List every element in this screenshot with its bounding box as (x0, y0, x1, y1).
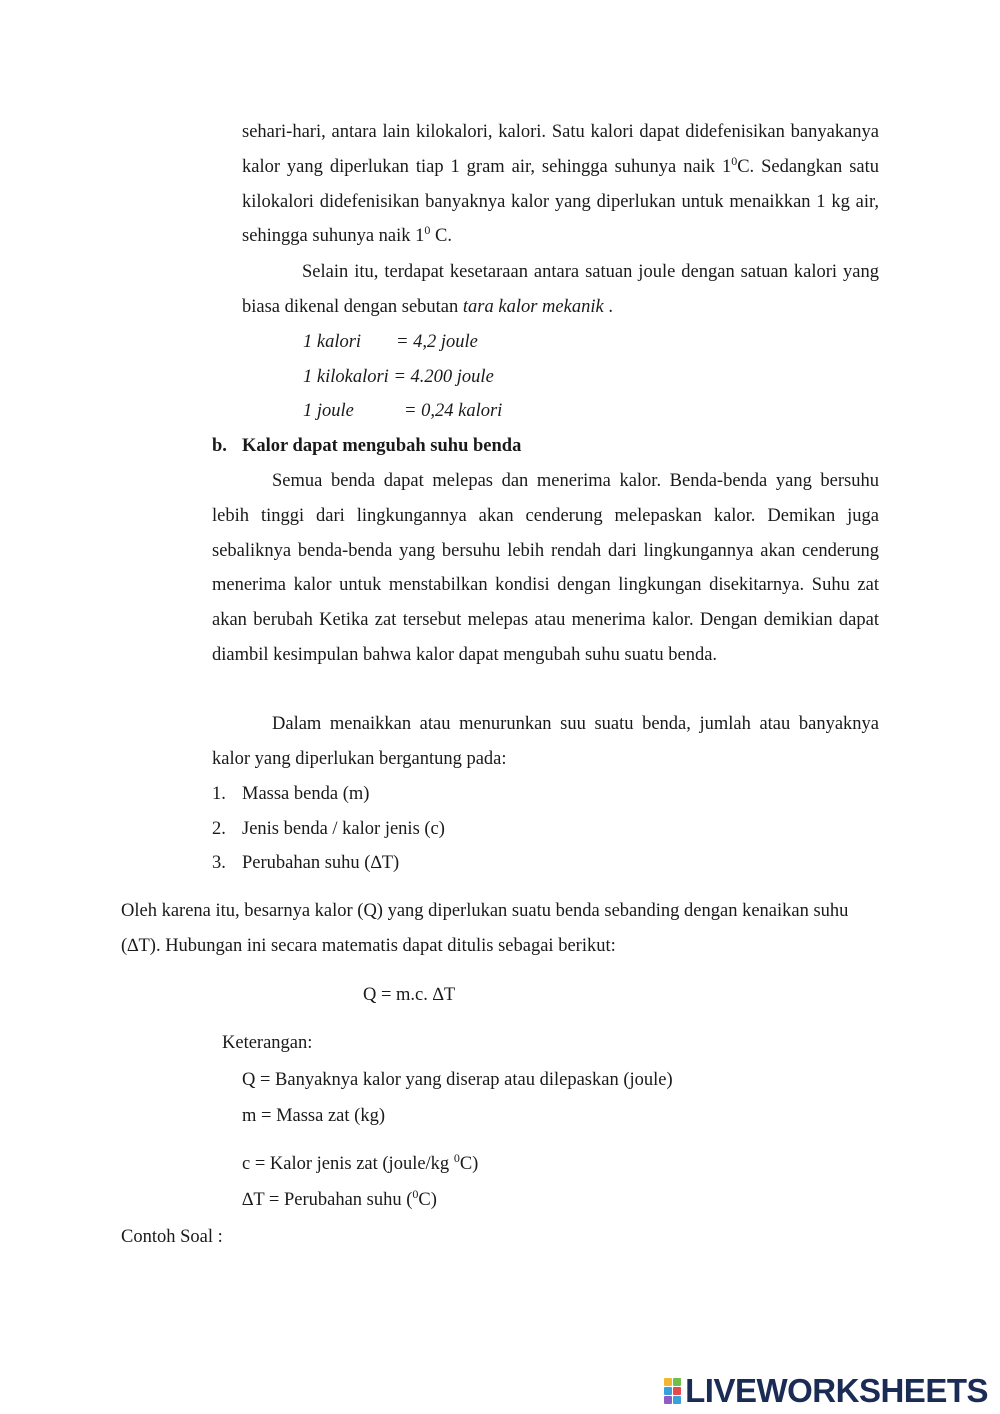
equivalence-row (303, 399, 502, 423)
logo-text: LIVEWORKSHEETS (685, 1372, 988, 1409)
intro-text-2: C. Sedangkan satu kilokalori didefenisikan banyaknya kalor yang diperlukan untuk menaikkan 1 kg air, sehingga suhunya naik 1 (242, 156, 879, 247)
list-text: Perubahan suhu (∆T) (242, 853, 400, 873)
list-number: 1. (212, 784, 226, 804)
logo-square (673, 1387, 681, 1395)
legend-c (242, 1152, 478, 1176)
equivalence-left: 1 kalori (303, 332, 362, 352)
list-number: 3. (212, 853, 226, 873)
section-title: Kalor dapat mengubah suhu benda (242, 436, 522, 456)
superscript: 0 (731, 153, 738, 168)
superscript: 0 (412, 1187, 419, 1201)
tara-text: Selain itu, terdapat kesetaraan antara satuan joule dengan satuan kalori yang biasa dikenal dengan sebutan (242, 262, 879, 317)
summary-paragraph: Oleh karena itu, besarnya kalor (Q) yang diperlukan suatu benda sebanding dengan kenaikan suhu (∆T). Hubungan ini secara matematis dapat ditulis sebagai berikut: (121, 901, 849, 956)
legend-q: Q = Banyaknya kalor yang diserap atau dilepaskan (joule) (242, 1070, 673, 1090)
list-number: 2. (212, 819, 226, 839)
liveworksheets-logo (664, 1374, 988, 1407)
section-marker: b. (212, 436, 227, 456)
intro-paragraph (242, 115, 879, 254)
legend-dt-end: C) (418, 1190, 437, 1210)
superscript: 0 (453, 1151, 460, 1165)
equivalence-right: = 0,24 kalori (404, 401, 503, 421)
logo-square (673, 1396, 681, 1404)
list-text: Massa benda (m) (242, 784, 370, 804)
logo-mark-icon (664, 1378, 681, 1404)
formula: Q = m.c. ∆T (363, 985, 456, 1005)
tara-italic-term: tara kalor mekanik (462, 296, 604, 317)
legend-m: m = Massa zat (kg) (242, 1106, 385, 1126)
equivalence-right: = 4,2 joule (396, 332, 478, 352)
section-b-paragraph-1: Semua benda dapat melepas dan menerima kalor. Benda-benda yang bersuhu lebih tinggi dari lingkungannya akan cenderung melepaskan kalor. Demikan juga sebaliknya benda-benda yang bersuhu lebih rendah dari lingkungannya akan cenderung menerima kalor untuk menstabilkan kondisi dengan lingkungan disekitarnya. Suhu zat akan berubah Ketika zat tersebut melepas atau menerima kalor. Dengan demikian dapat diambil kesimpulan bahwa kalor dapat mengubah suhu suatu benda. (212, 471, 879, 665)
legend-dt-text: ∆T = Perubahan suhu ( (242, 1190, 413, 1210)
logo-square (664, 1396, 672, 1404)
example-label: Contoh Soal : (121, 1227, 223, 1247)
legend-c-end: C) (459, 1154, 479, 1174)
tara-kalor-paragraph (242, 255, 879, 325)
equivalence-left: 1 joule (303, 401, 354, 421)
equivalence-left: 1 kilokalori (303, 367, 389, 387)
equivalence-right: = 4.200 joule (393, 367, 494, 387)
list-item (212, 782, 369, 806)
logo-square (673, 1378, 681, 1386)
superscript: 0 (424, 223, 431, 238)
list-item (212, 817, 445, 841)
legend-title: Keterangan: (222, 1033, 313, 1053)
section-b-paragraph-2: Dalam menaikkan atau menurunkan suu suatu benda, jumlah atau banyaknya kalor yang diperlukan bergantung pada: (212, 714, 879, 769)
legend-dt (242, 1188, 437, 1212)
intro-text-3: C. (430, 226, 452, 247)
tara-end: . (603, 296, 613, 317)
list-text: Jenis benda / kalor jenis (c) (242, 819, 445, 839)
equivalence-row (303, 365, 494, 389)
logo-square (664, 1378, 672, 1386)
intro-text-1: sehari-hari, antara lain kilokalori, kalori. Satu kalori dapat didefenisikan banyakanya kalor yang diperlukan tiap 1 gram air, sehingga suhunya naik 1 (242, 122, 879, 177)
equivalence-row (303, 330, 478, 354)
logo-square (664, 1387, 672, 1395)
section-heading (212, 434, 521, 458)
list-item (212, 851, 399, 875)
legend-c-text: c = Kalor jenis zat (joule/kg (242, 1154, 454, 1174)
